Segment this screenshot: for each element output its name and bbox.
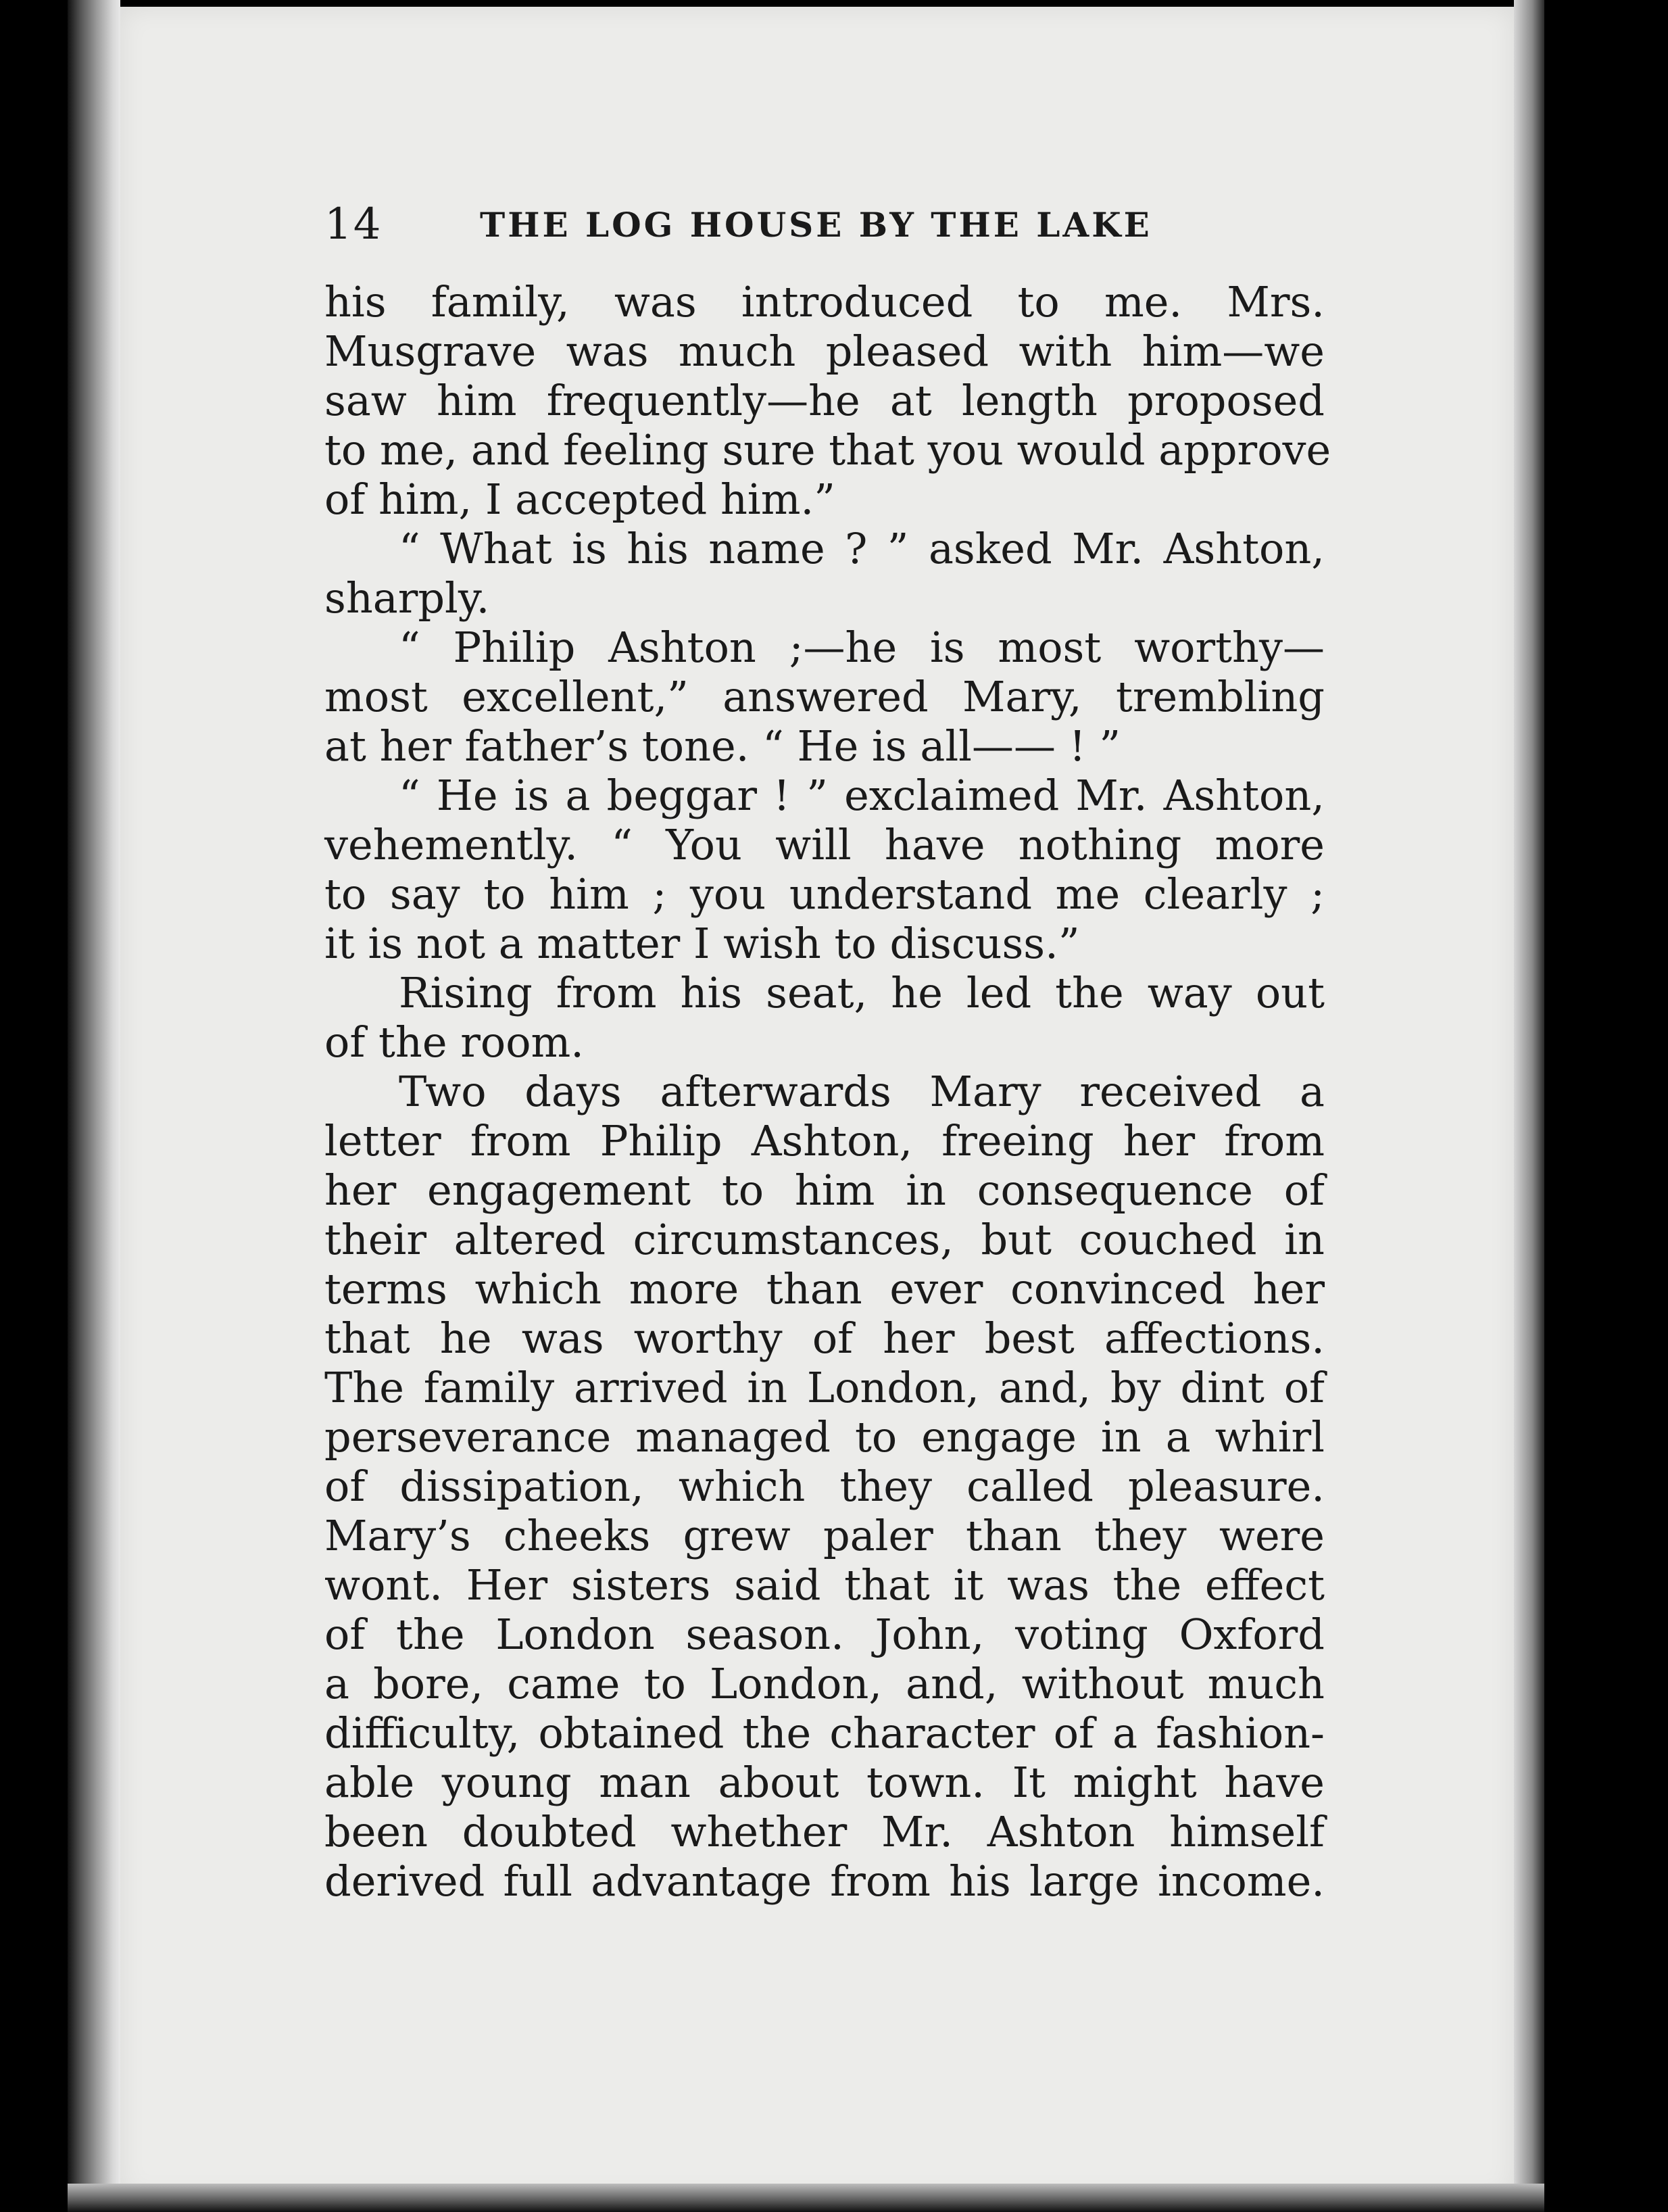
text-line: derived full advantage from his large income. [324, 1856, 1325, 1906]
text-line: of him, I accepted him.” [324, 475, 835, 524]
text-line: a bore, came to London, and, without much [324, 1659, 1325, 1708]
text-line: to say to him ; you understand me clearly ; [324, 869, 1325, 919]
text-line: saw him frequently—he at length proposed [324, 376, 1325, 425]
text-line: most excellent,” answered Mary, trembling [324, 672, 1325, 721]
page-edge [1514, 0, 1544, 2212]
text-line: Mary’s cheeks grew paler than they were [324, 1511, 1325, 1560]
page-bottom-edge [68, 2184, 1544, 2212]
text-line: able young man about town. It might have [324, 1758, 1325, 1807]
book-gutter [68, 0, 120, 2212]
text-line: of dissipation, which they called pleasure. [324, 1462, 1325, 1511]
text-line: The family arrived in London, and, by dint of [324, 1363, 1325, 1412]
text-line: perseverance managed to engage in a whirl [324, 1412, 1325, 1462]
text-line: “ What is his name ? ” asked Mr. Ashton, [399, 524, 1325, 573]
text-line: of the room. [324, 1017, 585, 1067]
text-line: “ He is a beggar ! ” exclaimed Mr. Ashton, [399, 771, 1325, 820]
text-line: letter from Philip Ashton, freeing her from [324, 1116, 1325, 1165]
text-line: difficulty, obtained the character of a fashion- [324, 1708, 1325, 1758]
text-line: her engagement to him in consequence of [324, 1165, 1325, 1215]
text-line: of the London season. John, voting Oxford [324, 1610, 1325, 1659]
text-line: Two days afterwards Mary received a [399, 1067, 1325, 1116]
running-title: THE LOG HOUSE BY THE LAKE [480, 205, 1152, 245]
text-line: that he was worthy of her best affections. [324, 1314, 1325, 1363]
text-line: Musgrave was much pleased with him—we [324, 327, 1325, 376]
text-line: his family, was introduced to me. Mrs. [324, 277, 1325, 327]
text-line: “ Philip Ashton ;—he is most worthy— [399, 623, 1325, 672]
text-line: Rising from his seat, he led the way out [399, 968, 1325, 1017]
text-line: their altered circumstances, but couched in [324, 1215, 1325, 1264]
text-line: been doubted whether Mr. Ashton himself [324, 1807, 1325, 1856]
text-line: terms which more than ever convinced her [324, 1264, 1325, 1314]
text-line: wont. Her sisters said that it was the effect [324, 1560, 1325, 1610]
text-line: vehemently. “ You will have nothing more [324, 820, 1325, 869]
text-line: sharply. [324, 573, 490, 623]
text-line: it is not a matter I wish to discuss.” [324, 919, 1080, 968]
body-text [324, 277, 1331, 1906]
text-line: to me, and feeling sure that you would approve [324, 425, 1331, 475]
text-line: at her father’s tone. “ He is all—— ! ” [324, 721, 1121, 771]
page-number: 14 [324, 199, 383, 249]
page-header [324, 199, 1325, 254]
